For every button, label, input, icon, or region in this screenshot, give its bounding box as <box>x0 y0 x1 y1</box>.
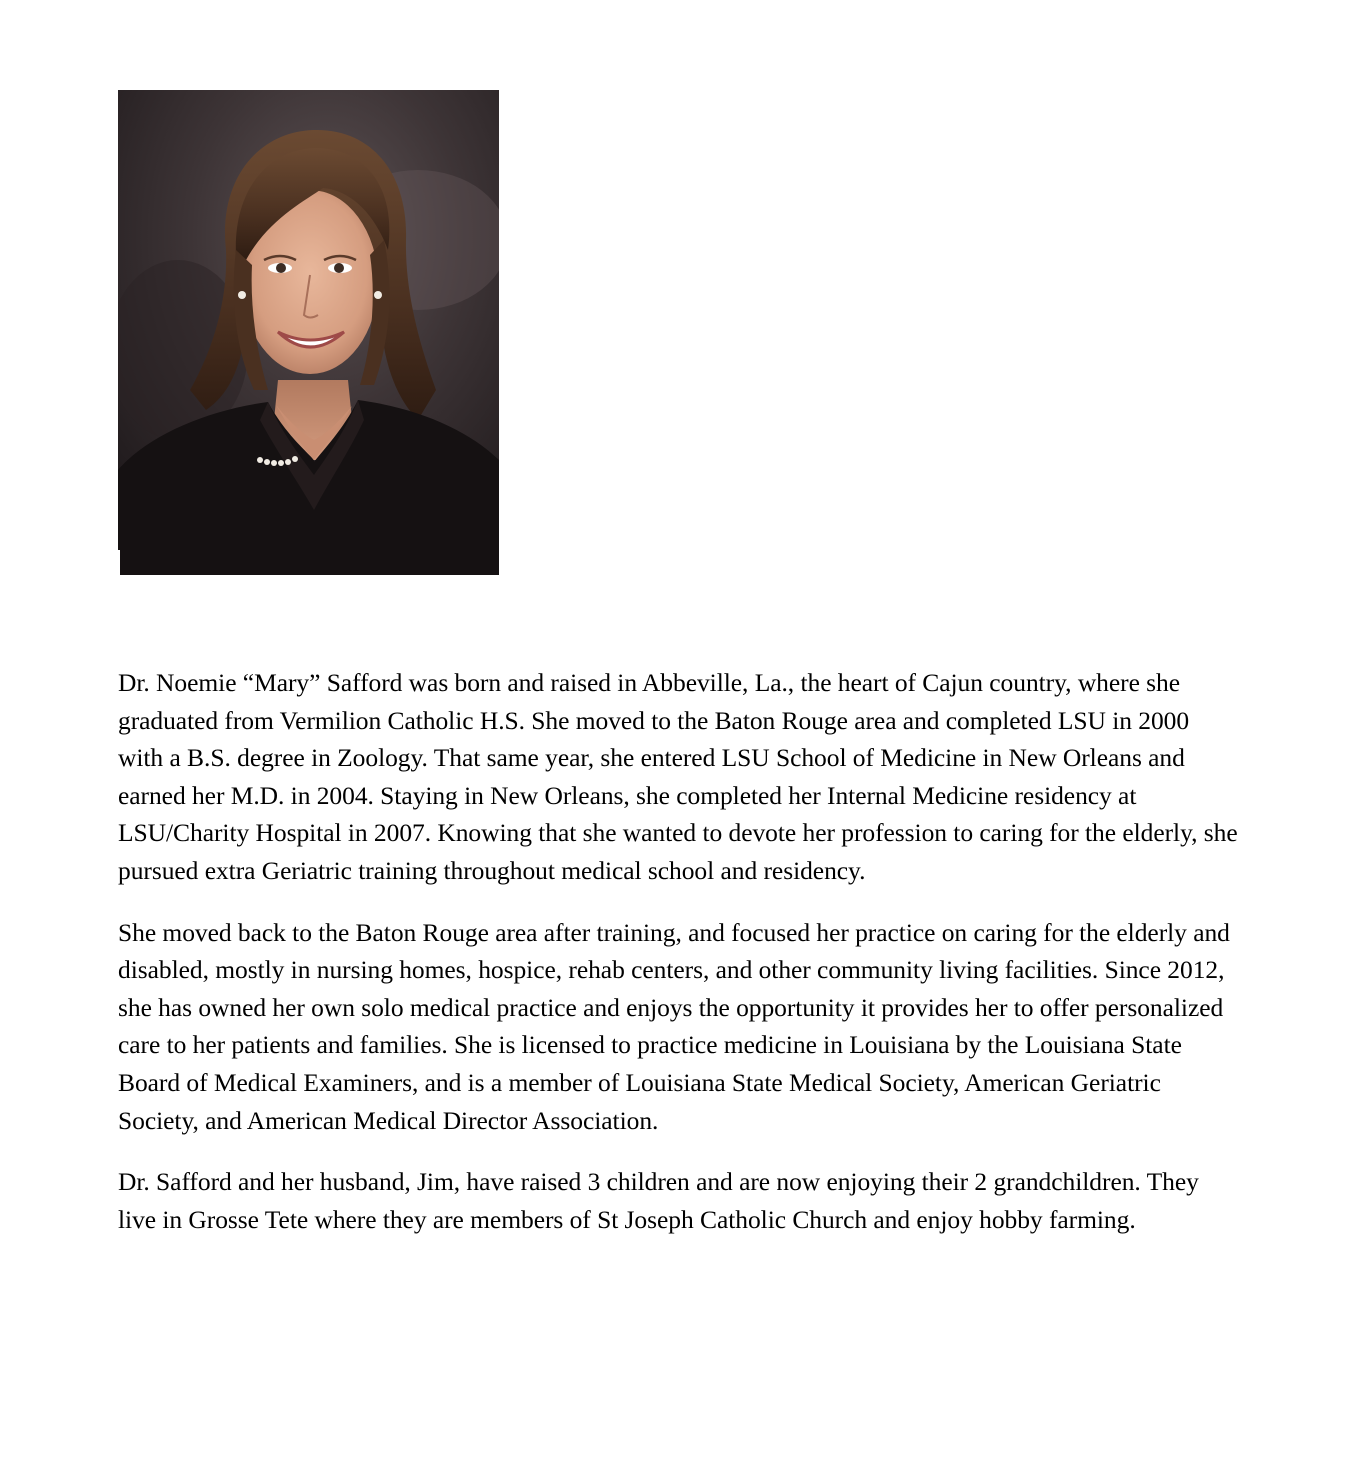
bio-paragraph-3: Dr. Safford and her husband, Jim, have raised 3 children and are now enjoying their 2 grandchildren. They live in Grosse Tete where they are members of St Joseph Catholic Church and enjoy hobby farming. <box>118 1167 1199 1234</box>
bio-paragraph-2: She moved back to the Baton Rouge area after training, and focused her practice on caring for the elderly and disabled, mostly in nursing homes, hospice, rehab centers, and other community living facilities. Since 2012, she has owned her own solo medical practice and enjoys the opportunity it provides her to offer personalized care to her patients and families. She is licensed to practice medicine in Louisiana by the Louisiana State Board of Medical Examiners, and is a member of Louisiana State Medical Society, American Geriatric Society, and American Medical Director Association. <box>118 917 1230 1135</box>
portrait-photo <box>118 90 499 575</box>
bio-paragraph-1: Dr. Noemie “Mary” Safford was born and raised in Abbeville, La., the heart of Cajun country, where she graduated from Vermilion Catholic H.S. She moved to the Baton Rouge area and completed LSU in 2000 with a B.S. degree in Zoology. That same year, she entered LSU School of Medicine in New Orleans and earned her M.D. in 2004. Staying in New Orleans, she completed her Internal Medicine residency at LSU/Charity Hospital in 2007. Knowing that she wanted to devote her profession to caring for the elderly, she pursued extra Geriatric training throughout medical school and residency. <box>118 668 1238 885</box>
biography <box>118 664 1238 1262</box>
portrait-illustration <box>118 90 499 575</box>
